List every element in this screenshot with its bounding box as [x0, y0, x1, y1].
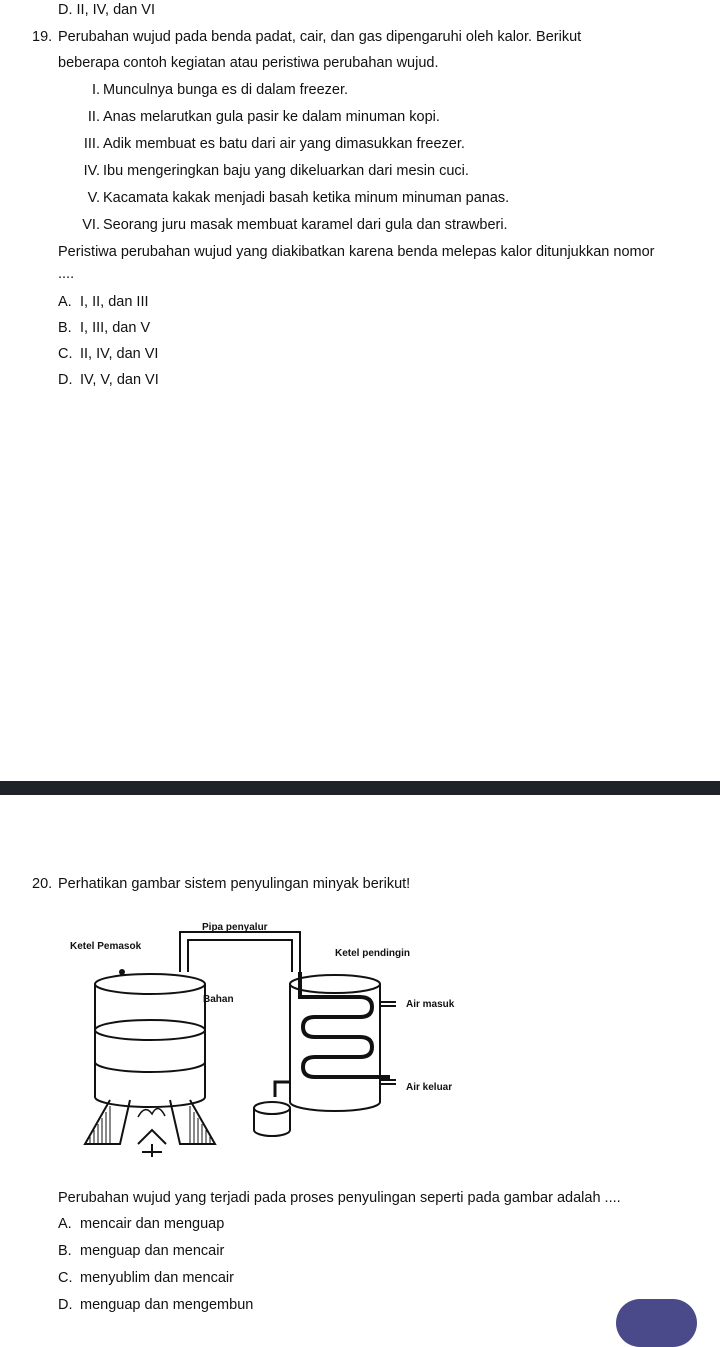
q19-item-5-text: Kacamata kakak menjadi basah ketika minum minuman panas.	[103, 190, 510, 206]
label-condenser: Ketel pendingin	[335, 948, 410, 959]
label-water-in: Air masuk	[406, 999, 455, 1010]
q19-item-4-num: IV.	[83, 163, 100, 179]
q20-option-c-letter: C.	[58, 1270, 73, 1286]
q20-number: 20.	[32, 876, 53, 892]
q19-option-b-text: I, III, dan V	[80, 320, 151, 336]
q19-option-d-text: IV, V, dan VI	[80, 372, 159, 388]
q20-option-c-text: menyublim dan mencair	[80, 1270, 234, 1286]
q20-option-d-letter: D.	[58, 1297, 73, 1313]
q19-option-c-text: II, IV, dan VI	[80, 346, 159, 362]
q19-item-4-text: Ibu mengeringkan baju yang dikeluarkan dari mesin cuci.	[103, 163, 469, 179]
q19-item-2-num: II.	[87, 109, 100, 125]
q19-item-6-num: VI.	[82, 217, 100, 233]
q20-intro: Perhatikan gambar sistem penyulingan minyak berikut!	[58, 876, 411, 892]
label-pipe: Pipa penyalur	[202, 922, 268, 933]
q19-option-a-text: I, II, dan III	[80, 294, 149, 310]
q19-intro-line1: Perubahan wujud pada benda padat, cair, dan gas dipengaruhi oleh kalor. Berikut	[58, 29, 582, 45]
q19-item-2-text: Anas melarutkan gula pasir ke dalam minuman kopi.	[103, 109, 440, 125]
q20-option-a-letter: A.	[58, 1216, 72, 1232]
q18-option-d: D. II, IV, dan VI	[58, 2, 155, 18]
label-water-out: Air keluar	[406, 1082, 453, 1093]
label-boiler: Ketel Pemasok	[70, 941, 142, 952]
q19-option-a-letter: A.	[58, 294, 72, 310]
q20-option-b-text: menguap dan mencair	[80, 1243, 225, 1259]
q19-intro-line2: beberapa contoh kegiatan atau peristiwa perubahan wujud.	[58, 55, 439, 71]
q20-option-b-letter: B.	[58, 1243, 72, 1259]
q20-question: Perubahan wujud yang terjadi pada proses penyulingan seperti pada gambar adalah ....	[58, 1190, 621, 1206]
q19-option-b-letter: B.	[58, 320, 72, 336]
q19-item-3-num: III.	[83, 136, 100, 152]
q19-item-6-text: Seorang juru masak membuat karamel dari gula dan strawberi.	[103, 217, 508, 233]
q19-item-5-num: V.	[87, 190, 100, 206]
q19-option-d-letter: D.	[58, 372, 73, 388]
label-material: Bahan	[203, 994, 234, 1005]
q19-item-3-text: Adik membuat es batu dari air yang dimasukkan freezer.	[103, 136, 465, 152]
q19-question: Peristiwa perubahan wujud yang diakibatkan karena benda melepas kalor ditunjukkan nomor	[58, 244, 655, 260]
q20-option-a-text: mencair dan menguap	[80, 1216, 225, 1232]
page-divider	[0, 781, 720, 795]
q20-option-d-text: menguap dan mengembun	[80, 1297, 254, 1313]
q19-item-1-num: I.	[91, 82, 100, 98]
floating-action-button[interactable]	[616, 1299, 697, 1347]
q19-item-1-text: Munculnya bunga es di dalam freezer.	[103, 82, 349, 98]
q19-option-c-letter: C.	[58, 346, 73, 362]
distillation-diagram	[60, 912, 480, 1177]
q19-ellipsis: ....	[58, 266, 75, 282]
q19-number: 19.	[32, 29, 53, 45]
